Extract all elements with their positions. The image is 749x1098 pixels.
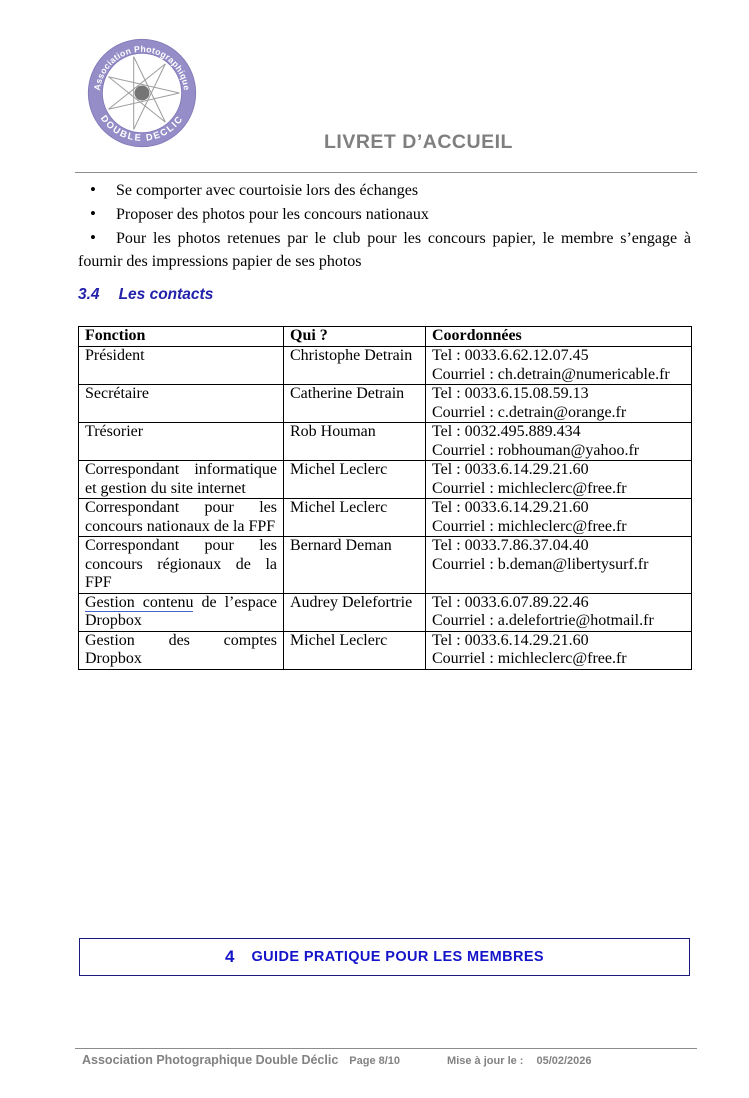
cell-fonction: Correspondant pour les concours régionaux de la FPF: [79, 537, 284, 594]
page-footer: [82, 1051, 697, 1069]
cell-coordonnees: Tel : 0032.495.889.434 Courriel : robhouman@yahoo.fr: [426, 423, 692, 461]
list-item: [78, 178, 691, 202]
section-number: 3.4: [78, 286, 100, 303]
footer-divider: [75, 1048, 697, 1049]
list-item: [78, 202, 691, 226]
cell-coordonnees: Tel : 0033.6.14.29.21.60 Courriel : michleclerc@free.fr: [426, 461, 692, 499]
footer-updated-label: Mise à jour le :: [447, 1055, 524, 1067]
col-header-fonction: Fonction: [79, 327, 284, 347]
bullet-icon: [90, 202, 116, 226]
cell-fonction: Gestion contenu de l’espace Dropbox: [79, 593, 284, 631]
table-row: [79, 537, 692, 594]
banner-section-title: GUIDE PRATIQUE POUR LES MEMBRES: [251, 949, 544, 965]
page-content: [78, 178, 691, 670]
list-item-text: Se comporter avec courtoisie lors des échanges: [116, 182, 419, 199]
table-row: [79, 385, 692, 423]
cell-qui: Bernard Deman: [284, 537, 426, 594]
cell-qui: Michel Leclerc: [284, 499, 426, 537]
document-title: LIVRET D’ACCUEIL: [324, 131, 513, 153]
cell-qui: Michel Leclerc: [284, 461, 426, 499]
table-row: [79, 593, 692, 631]
cell-qui: Michel Leclerc: [284, 631, 426, 669]
footer-association: Association Photographique Double Déclic: [82, 1053, 339, 1067]
logo-top-text: Association Photographique: [91, 43, 193, 92]
list-item-text: Pour les photos retenues par le club pour les concours papier, le membre s’engage à fournir des impressions papier de ses photos: [78, 230, 691, 270]
list-item-text: Proposer des photos pour les concours nationaux: [116, 206, 429, 223]
cell-fonction: Trésorier: [79, 423, 284, 461]
contacts-table: [78, 326, 692, 670]
cell-fonction: Secrétaire: [79, 385, 284, 423]
cell-coordonnees: Tel : 0033.6.14.29.21.60 Courriel : michleclerc@free.fr: [426, 499, 692, 537]
list-item: [78, 226, 691, 273]
section-banner: [79, 938, 690, 976]
table-row: [79, 461, 692, 499]
cell-fonction: Correspondant informatique et gestion du site internet: [79, 461, 284, 499]
table-row: [79, 631, 692, 669]
aperture-logo-icon: [86, 32, 198, 154]
table-row: [79, 499, 692, 537]
table-header-row: [79, 327, 692, 347]
cell-coordonnees: Tel : 0033.6.14.29.21.60 Courriel : michleclerc@free.fr: [426, 631, 692, 669]
cell-fonction: Correspondant pour les concours nationaux de la FPF: [79, 499, 284, 537]
bullet-list: [78, 178, 691, 273]
cell-coordonnees: Tel : 0033.6.07.89.22.46 Courriel : a.delefortrie@hotmail.fr: [426, 593, 692, 631]
col-header-coordonnees: Coordonnées: [426, 327, 692, 347]
col-header-qui: Qui ?: [284, 327, 426, 347]
bullet-icon: [90, 178, 116, 202]
club-logo: [86, 32, 198, 154]
cell-qui: Catherine Detrain: [284, 385, 426, 423]
cell-coordonnees: Tel : 0033.6.15.08.59.13 Courriel : c.detrain@orange.fr: [426, 385, 692, 423]
cell-coordonnees: Tel : 0033.6.62.12.07.45 Courriel : ch.detrain@numericable.fr: [426, 347, 692, 385]
underlined-text: Gestion contenu: [85, 593, 194, 611]
header-divider: [75, 172, 697, 173]
cell-fonction: Gestion des comptes Dropbox: [79, 631, 284, 669]
table-row: [79, 423, 692, 461]
cell-fonction: Président: [79, 347, 284, 385]
logo-bottom-text: DOUBLE DECLIC: [98, 113, 186, 144]
footer-updated-date: 05/02/2026: [536, 1055, 592, 1067]
banner-section-number: 4: [225, 947, 235, 966]
cell-qui: Christophe Detrain: [284, 347, 426, 385]
footer-page-number: Page 8/10: [349, 1055, 401, 1067]
table-row: [79, 347, 692, 385]
cell-qui: Rob Houman: [284, 423, 426, 461]
bullet-icon: [90, 226, 116, 250]
section-heading: [78, 286, 691, 304]
cell-qui: Audrey Delefortrie: [284, 593, 426, 631]
section-title: Les contacts: [118, 286, 214, 303]
cell-coordonnees: Tel : 0033.7.86.37.04.40 Courriel : b.deman@libertysurf.fr: [426, 537, 692, 594]
